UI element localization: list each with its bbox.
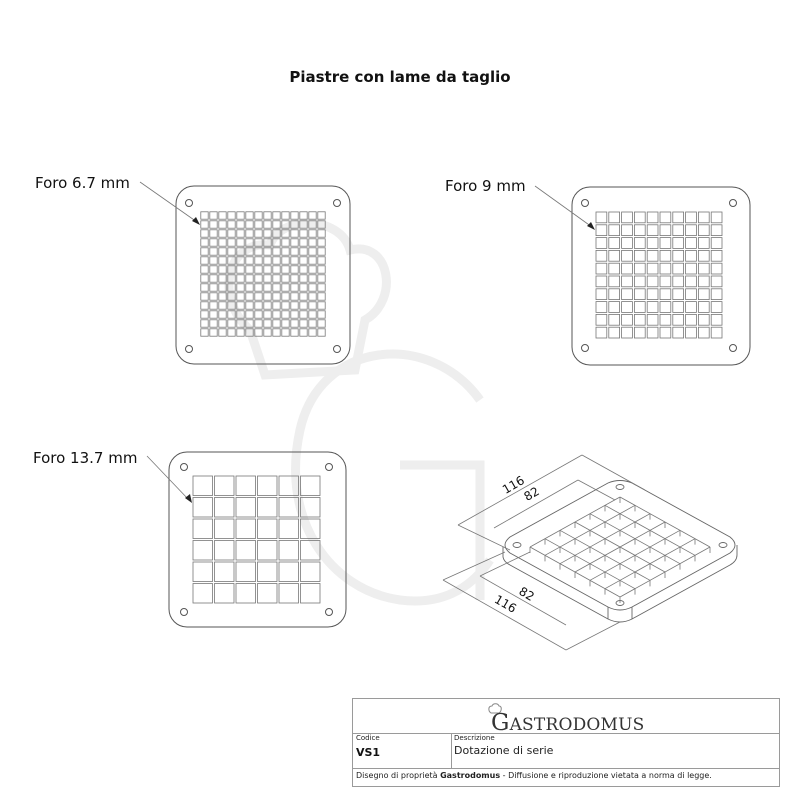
title-block-info-row [353, 733, 779, 769]
plate-6-7mm [176, 186, 350, 364]
label-foro-6-7: Foro 6.7 mm [35, 174, 130, 192]
description-label: Descrizione [454, 734, 495, 742]
dim-bottom-inner: 82 [516, 584, 537, 604]
brand-logo: GASTRODOMUS [491, 710, 645, 736]
description-value: Dotazione di serie [454, 744, 554, 757]
dim-top-inner: 82 [521, 484, 542, 504]
title-block-logo-row [353, 699, 779, 734]
leader-13-7mm [147, 456, 189, 500]
page-title: Piastre con lame da taglio [289, 68, 511, 86]
label-foro-13-7: Foro 13.7 mm [33, 449, 138, 467]
label-foro-9: Foro 9 mm [445, 177, 526, 195]
code-cell [353, 733, 452, 768]
code-label: Codice [356, 734, 380, 742]
watermark-logo [229, 223, 490, 601]
ownership-notice: Disegno di proprietà Gastrodomus - Diffusione e riproduzione vietata a norma di legge. [356, 771, 712, 780]
leader-6-7mm [140, 182, 197, 222]
code-value: VS1 [356, 746, 381, 759]
title-block [352, 698, 780, 787]
plate-13-7mm [169, 452, 346, 627]
dim-bottom-outer: 116 [492, 592, 519, 616]
isometric-plate [503, 481, 737, 623]
plate-9mm [572, 187, 750, 365]
description-cell [451, 733, 779, 768]
dim-top-outer: 116 [500, 473, 527, 497]
